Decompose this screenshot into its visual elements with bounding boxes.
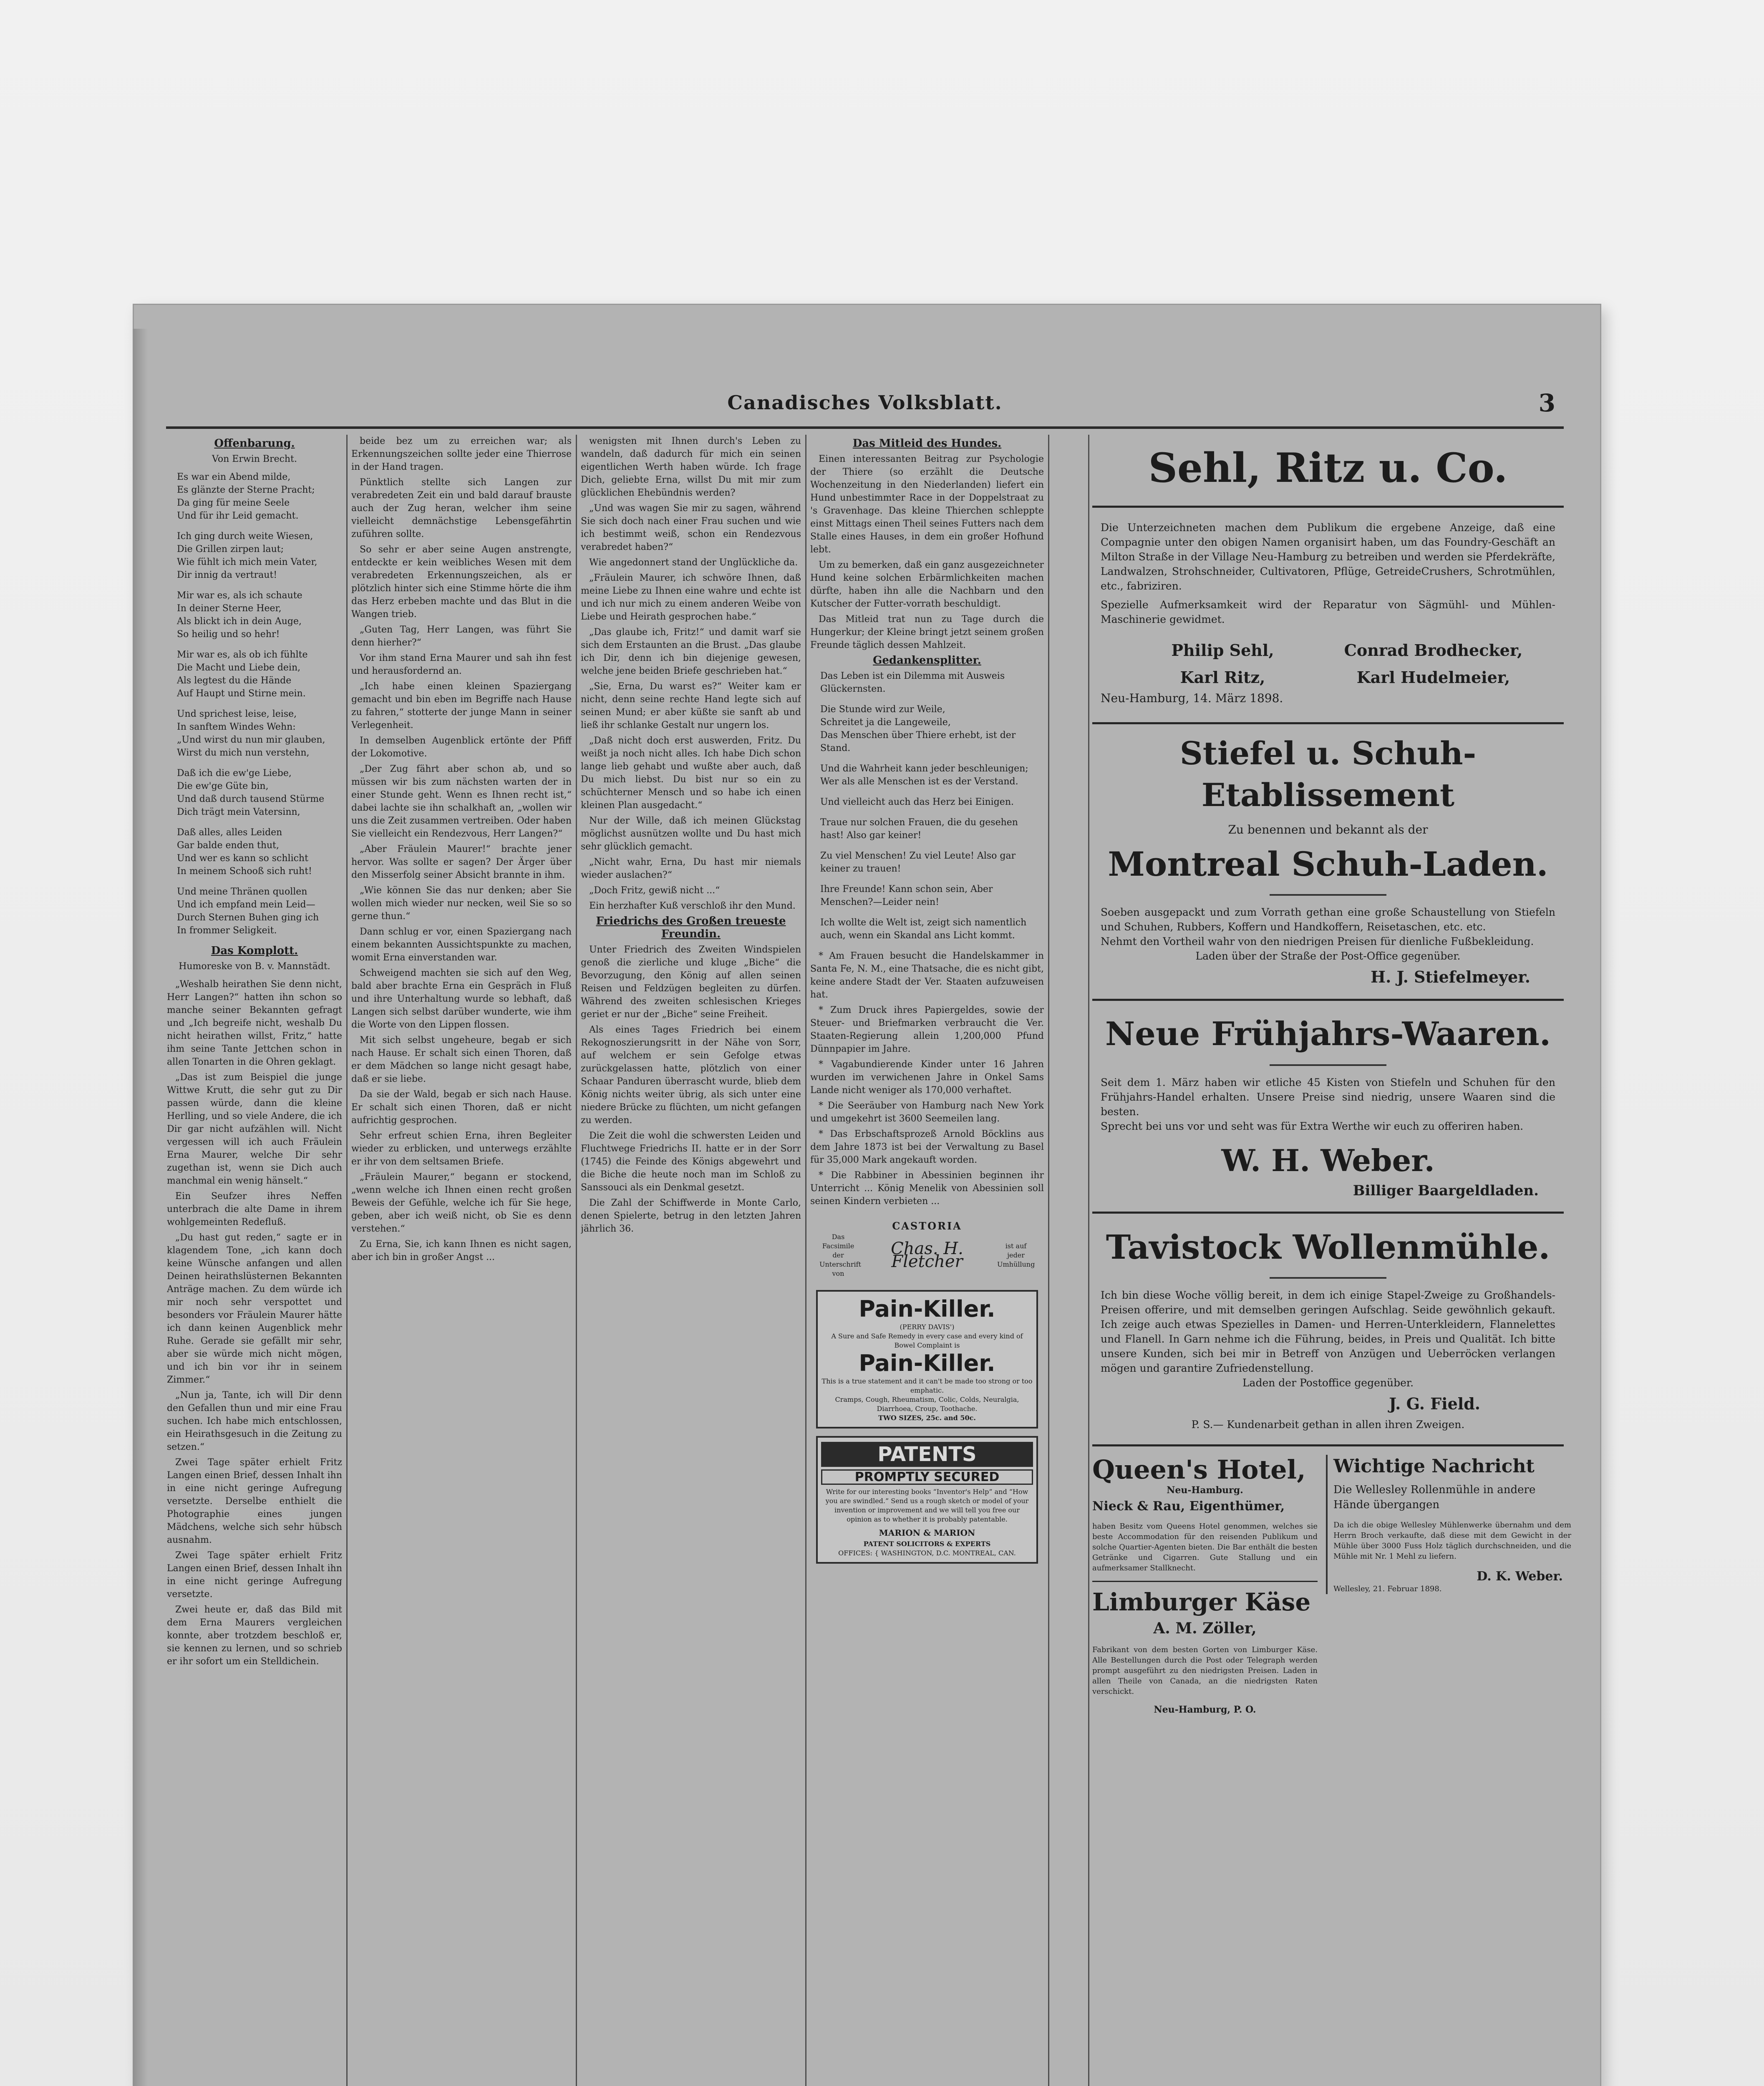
column-separator: [805, 435, 806, 2086]
stiefel-title: Stiefel u. Schuh-Etablissement: [1179, 735, 1477, 814]
sehl-date: Neu-Hamburg, 14. März 1898.: [1101, 691, 1283, 705]
fruhjahr-signature: W. H. Weber.: [1221, 1143, 1435, 1178]
article-paragraph: Einen interessanten Beitrag zur Psychologie der Thiere (so erzählt die Deutsche Wochenzeitung in den Niederlanden) liefert ein Hund unbestimmter Race in der Doppelstraat zu 's Gravenhage. Das kleine Thierchen schleppte einst Mittags einen Theil seines Futters nach dem Stalle eines Hauses, in dem ein großer Hofhund lebt.: [810, 454, 1044, 555]
thought-item: Und die Wahrheit kann jeder beschleunigen; Wer als alle Menschen ist es der Verstand.: [820, 763, 1028, 787]
thought-item: Ich wollte die Welt ist, zeigt sich namentlich auch, wenn ein Skandal ans Licht kommt.: [820, 917, 1027, 941]
sehl-title: Sehl, Ritz u. Co.: [1148, 444, 1508, 491]
story-paragraph: Ein herzhafter Kuß verschloß ihr den Mund.: [589, 901, 796, 911]
patents-offices: OFFICES: { WASHINGTON, D.C. MONTREAL, CAN.: [838, 1549, 1016, 1557]
story-paragraph: „Fräulein Maurer, ich schwöre Ihnen, daß meine Liebe zu Ihnen eine wahre und echte ist und ich nur mich zu einem anderen Weibe von Liebe und Heirath gesprochen habe.“: [581, 573, 801, 622]
tavistock-ps: P. S.— Kundenarbeit gethan in allen ihren Zweigen.: [1191, 1418, 1465, 1431]
thought-item: Zu viel Menschen! Zu viel Leute! Also gar keiner zu trauen!: [820, 851, 1016, 874]
castoria-signature: Chas. H. Fletcher: [891, 1239, 963, 1271]
notes-list: [810, 950, 1044, 1208]
newspaper-title: Canadisches Volksblatt.: [727, 391, 1003, 414]
story-paragraph: Nur der Wille, daß ich meinen Glückstag möglichst ausnützen wollte und Du hast mich sehr glücklich gemacht.: [581, 816, 801, 852]
poem-stanza: Und sprichest leise, leise, In sanftem Windes Wehn: „Und wirst du nun mir glauben, Wirst du mich nun verstehn,: [177, 709, 325, 758]
article-paragraph: Um zu bemerken, daß ein ganz ausgezeichneter Hund keine solchen Erbärmlichkeiten machen dürfte, haben ihn alle die Nachbarn und den Kutscher der Futter-vorrath beschuldigt.: [810, 560, 1044, 609]
wichtige-nachricht-ad: [1326, 1455, 1571, 1594]
story-paragraph: Ein Seufzer ihres Neffen unterbrach die alte Dame in ihrem wohlgemeinten Redefluß.: [167, 1191, 342, 1227]
sehl-name-1: Philip Sehl,: [1171, 641, 1274, 660]
poem-stanza: Es war ein Abend milde, Es glänzte der Sterne Pracht; Da ging für meine Seele Und für ihr Leid gemacht.: [177, 472, 315, 521]
article-title: Friedrichs des Großen treueste Freundin.: [596, 915, 786, 940]
column-3: [581, 435, 801, 2086]
note-item: * Die Seeräuber von Hamburg nach New York und umgekehrt ist 3600 Seemeilen lang.: [810, 1101, 1044, 1124]
story-author: Humoreske von B. v. Mannstädt.: [179, 961, 330, 972]
header-rule: [166, 426, 1564, 429]
wichtige-title: Wichtige Nachricht: [1333, 1456, 1535, 1477]
story-paragraph: „Und was wagen Sie mir zu sagen, während Sie sich doch nach einer Frau suchen und wie ich bestimmt weiß, schon ein Rendezvous verabredet haben?“: [581, 503, 801, 552]
fruhjahr-body: Seit dem 1. März haben wir etliche 45 Kisten von Stiefeln und Schuhen für den Frühjahrs-Handel erhalten. Unsere Preise sind niedrig, unsere Waaren sind die besten.: [1101, 1076, 1555, 1118]
patents-firm: MARION & MARION: [879, 1528, 975, 1538]
note-item: * Das Erbschaftsprozeß Arnold Böcklins aus dem Jahre 1873 ist bei der Verwaltung zu Basel für 35,000 Mark angekauft worden.: [810, 1129, 1044, 1165]
painkiller-price: TWO SIZES, 25c. and 50c.: [878, 1414, 976, 1422]
article-paragraph: Das Mitleid trat nun zu Tage durch die Hungerkur; der Kleine bringt jetzt seinem großen Freunde täglich dessen Mahlzeit.: [810, 614, 1044, 650]
short-rule: [1270, 1064, 1386, 1066]
story-paragraph: So sehr er aber seine Augen anstrengte, entdeckte er kein weibliches Wesen mit dem verabredeten Erkennungszeichen, als er plötzlich hinter sich eine Stimme hörte die ihm das Herz erbeben machte und das Blut in die Wangen trieb.: [351, 544, 572, 620]
advertisement-column: [1092, 435, 1571, 2086]
limburger-owner: A. M. Zöller,: [1153, 1620, 1257, 1637]
patents-subtitle: PROMPTLY SECURED: [821, 1469, 1033, 1485]
dog-article-text: [810, 453, 1044, 652]
story-paragraph: Schweigend machten sie sich auf den Weg, bald aber brachte Erna ein Gespräch in Fluß und ihre Unterhaltung wurde so lebhaft, daß Langen sich selbst darüber wunderte, wie ihm die Worte von den Lippen flossen.: [351, 968, 572, 1030]
story-paragraph: „Sie, Erna, Du warst es?“ Weiter kam er nicht, denn seine rechte Hand legte sich auf seinen Mund; er aber küßte sie sanft ab und ließ ihr schlanke Gestalt nur ungern los.: [581, 681, 801, 731]
patents-firm-sub: PATENT SOLICITORS & EXPERTS: [863, 1540, 991, 1548]
wichtige-signature: D. K. Weber.: [1477, 1569, 1563, 1584]
story-paragraph: „Der Zug fährt aber schon ab, und so müssen wir bis zum nächsten warten der in einer Stunde geht. Wenn es Ihnen recht ist,“ dabei lachte sie ihn schalkhaft an, „wollen wir uns die Zeit zusammen vertreiben. Oder haben Sie vielleicht ein Rendezvous, Herr Langen?“: [351, 764, 572, 839]
story-paragraph: Zwei Tage später erhielt Fritz Langen einen Brief, dessen Inhalt ihn in eine nicht geringe Aufregung versetzte. Derselbe enthielt die Photographie eines jungen Mädchens, welche sich sehr hübsch ausnahm.: [167, 1457, 342, 1545]
queens-title: Queen's Hotel,: [1092, 1454, 1306, 1485]
painkiller-blurb: A Sure and Safe Remedy in every case and every kind of Bowel Complaint is: [831, 1332, 1023, 1349]
story-paragraph: Zu Erna, Sie, ich kann Ihnen es nicht sagen, aber ich bin in großer Angst ...: [351, 1239, 572, 1262]
story-paragraph: „Weshalb heirathen Sie denn nicht, Herr Langen?“ hatten ihn schon so manche seiner Bekannten gefragt und „Ich begreife nicht, weshalb Du nicht heirathen willst, Fritz,“ hatte ihm seine Tante Jettchen schon in allen Tonarten in die Ohren geklagt.: [167, 979, 342, 1067]
story-paragraph: Vor ihm stand Erna Maurer und sah ihn fest und herausfordernd an.: [351, 653, 572, 676]
thought-item: Die Stunde wird zur Weile, Schreitet ja die Langeweile, Das Menschen über Thiere erhebt, ist der Stand.: [820, 704, 1016, 753]
story-paragraph: „Aber Fräulein Maurer!“ brachte jener hervor. Was sollte er sagen? Der Ärger über den Misserfolg seiner Absicht brannte in ihm.: [351, 844, 572, 880]
column-2: [351, 435, 572, 2086]
thought-item: Und vielleicht auch das Herz bei Einigen.: [820, 797, 1014, 807]
column-separator: [346, 435, 348, 2086]
poem-stanza: Ich ging durch weite Wiesen, Die Grillen zirpen laut; Wie fühlt ich mich mein Vater, Dir innig da vertraut!: [177, 531, 318, 580]
note-item: * Die Rabbiner in Abessinien beginnen ihr Unterricht ... König Menelik von Abessinien soll seinen Kindern verbieten ...: [810, 1170, 1044, 1207]
thought-item: Traue nur solchen Frauen, die du gesehen hast! Also gar keiner!: [820, 817, 1018, 841]
sehl-body-2: Spezielle Aufmerksamkeit wird der Reparatur von Sägmühl- und Mühlen-Maschinerie gewidmet.: [1101, 599, 1555, 625]
column-separator: [576, 435, 577, 2086]
column-separator: [1088, 435, 1089, 2086]
stiefel-body-3: Laden über der Straße der Post-Office gegenüber.: [1195, 950, 1461, 962]
painkiller-list: Cramps, Cough, Rheumatism, Colic, Colds, Neuralgia, Diarrhoea, Croup, Toothache.: [835, 1396, 1019, 1413]
poem-stanza: Mir war es, als ob ich fühlte Die Macht und Liebe dein, Als legtest du die Hände Auf Haupt und Stirne mein.: [177, 650, 308, 699]
footnote: Die Zahl der Schiffwerde in Monte Carlo, denen Spielerte, betrug in den letzten Jahren jährlich 36.: [581, 1198, 801, 1234]
story-paragraph: „Fräulein Maurer,“ begann er stockend, „wenn welche ich Ihnen einen recht großen Beweis der Gefühle, welche ich für Sie hege, geben, aber ich weiß nicht, ob Sie es denn verstehen.“: [351, 1172, 572, 1234]
ad-rule: [1092, 1444, 1564, 1446]
ad-rule: [1092, 506, 1564, 508]
patents-title: PATENTS: [821, 1442, 1033, 1467]
story-paragraph: Dann schlug er vor, einen Spaziergang nach einem bekannten Aussichtspunkte zu machen, womit Erna einverstanden war.: [351, 927, 572, 963]
sehl-name-2: Conrad Brodhecker,: [1344, 641, 1523, 660]
story-text: [167, 978, 342, 1668]
castoria-left-text: Das Facsimile der Unterschrift von: [819, 1233, 861, 1277]
story-paragraph: „Ich habe einen kleinen Spaziergang gemacht und bin eben im Begriffe nach Hause zu fahren,“ stotterte der junge Mann in seiner Verlegenheit.: [351, 681, 572, 731]
stiefel-body: Soeben ausgepackt und zum Vorrath gethan eine große Schaustellung von Stiefeln und Schuhen, Rubbers, Koffern und Handkoffern, Reisetaschen, etc. etc.: [1101, 906, 1555, 933]
wichtige-body: Da ich die obige Wellesley Mühlenwerke übernahm und dem Herrn Broch verkaufte, daß diese mit dem Gewicht in der Mühle über 3000 Fuss Holz täglich durchschneiden, und die Mühle mit Nr. 1 Mehl zu liefern.: [1333, 1521, 1571, 1561]
limburger-place: Neu-Hamburg, P. O.: [1154, 1704, 1256, 1715]
fruhjahr-body-2: Sprecht bei uns vor und seht was für Extra Werthe wir euch zu offeriren haben.: [1101, 1120, 1524, 1132]
sehl-name-4: Karl Hudelmeier,: [1356, 668, 1510, 687]
note-item: * Am Frauen besucht die Handelskammer in Santa Fe, N. M., eine Thatsache, die es nicht gibt, keine andere Stadt der Ver. Staaten aufzuweisen hat.: [810, 951, 1044, 1000]
painkiller-ad: [816, 1290, 1038, 1428]
ad-rule: [1092, 1212, 1564, 1214]
story-paragraph: „Wie können Sie das nur denken; aber Sie wollen mich wieder nur necken, weil Sie so so gerne thun.“: [351, 885, 572, 922]
poem-title: Offenbarung.: [214, 437, 295, 450]
story-paragraph: Da sie der Wald, begab er sich nach Hause. Er schalt sich einen Thoren, daß er nicht aufrichtig gesprochen.: [351, 1089, 572, 1126]
article-paragraph: Die Zeit die wohl die schwersten Leiden und Fluchtwege Friedrichs II. hatte er in der Sorr (1745) die Feinde des Königs abgewehrt und die Biche die heute noch man im Schloß zu Sanssouci als ein Denkmal gesetzt.: [581, 1131, 801, 1193]
limburger-title: Limburger Käse: [1092, 1588, 1311, 1616]
painkiller-brand: (PERRY DAVIS'): [900, 1323, 955, 1331]
queens-hotel-ad: [1092, 1455, 1318, 1715]
column-separator: [1048, 435, 1049, 2086]
queens-body: haben Besitz vom Queens Hotel genommen, welches sie beste Accommodation für den reisenden Publikum und solche Quartier-Agenten bieten. Die Bar enthält die besten Getränke und Cigarren. Gute Stallung und ein aufmerksamer Stallknecht.: [1092, 1522, 1318, 1572]
story-paragraph: Wie angedonnert stand der Unglückliche da.: [589, 557, 798, 568]
ad-rule: [1092, 999, 1564, 1001]
column-1: [167, 435, 342, 2086]
story-paragraph: „Nun ja, Tante, ich will Dir denn den Gefallen thun und mir eine Frau suchen. Ich habe mich entschlossen, ein Heirathsgesuch in die Zeitung zu setzen.“: [167, 1390, 342, 1452]
poem-stanza: Daß ich die ew'ge Liebe, Die ew'ge Güte bin, Und daß durch tausend Stürme Dich trägt mein Vatersinn,: [177, 768, 325, 817]
tavistock-body-2: Laden der Postoffice gegenüber.: [1242, 1377, 1414, 1389]
dog-article-title: Das Mitleid des Hundes.: [852, 437, 1002, 450]
castoria-ad: [816, 1215, 1038, 1282]
short-rule: [1270, 1277, 1386, 1279]
stiefel-signature: H. J. Stiefelmeyer.: [1371, 967, 1530, 986]
short-rule: [1270, 894, 1386, 896]
painkiller-title-2: Pain-Killer.: [859, 1350, 995, 1376]
stiefel-body-2: Nehmt den Vortheil wahr von den niedrigen Preisen für dienliche Fußbekleidung.: [1101, 935, 1534, 947]
tavistock-signature: J. G. Field.: [1389, 1394, 1480, 1413]
poem-stanzas: [167, 471, 342, 937]
patents-ad: [816, 1436, 1038, 1564]
page-header: [166, 391, 1564, 421]
story-title: Das Komplott.: [211, 945, 298, 957]
tavistock-title: Tavistock Wollenmühle.: [1106, 1227, 1550, 1267]
story-paragraph: „Guten Tag, Herr Langen, was führt Sie denn hierher?“: [351, 625, 572, 648]
story-paragraph: Sehr erfreut schien Erna, ihren Begleiter wieder zu erblicken, und unterwegs erzählte er ihr von dem seltsamen Briefe.: [351, 1131, 572, 1167]
story-paragraph: wenigsten mit Ihnen durch's Leben zu wandeln, daß dadurch für mich ein seinen eigentlichen Werth haben würde. Ich frage Dich, geliebte Erna, willst Du mit mir zum glücklichen Ehebündnis werden?: [581, 436, 801, 498]
queens-place: Neu-Hamburg.: [1167, 1485, 1243, 1496]
ad-rule: [1092, 722, 1564, 724]
story-ending: [581, 435, 801, 912]
story-paragraph: Zwei Tage später erhielt Fritz Langen einen Brief, dessen Inhalt ihn in eine nicht geringe Aufregung versetzte.: [167, 1550, 342, 1600]
fruhjahr-subtitle: Billiger Baargeldladen.: [1353, 1182, 1539, 1199]
painkiller-blurb-2: This is a true statement and it can't be made too strong or too emphatic.: [822, 1377, 1033, 1394]
article-paragraph: Unter Friedrich des Zweiten Windspielen genoß die zierliche und kluge „Biche“ die Bevorzugung, den König auf allen seinen Reisen und Feldzügen begleiten zu dürfen. Während des zweiten schlesischen Krieges geriet er nur der „Biche“ seine Freiheit.: [581, 945, 801, 1020]
story-paragraph: beide bez um zu erreichen war; als Erkennungszeichen sollte jeder eine Thierrose in der Hand tragen.: [351, 436, 572, 472]
bottom-ads: [1092, 1454, 1571, 1830]
story-paragraph: „Du hast gut reden,“ sagte er in klagendem Tone, „ich kann doch keine Wünsche anfangen und allen Deinen heirathslüsternen Bekannten Anträge machen. Zu dem würde ich mir noch sehr verspottet und besonders vor Fräulein Maurer hätte ich dann keinen Augenblick mehr Ruhe. Gerade sie gefällt mir sehr, aber sie würde mich nicht mögen, und ich bin vor ihr in seinem Zimmer.“: [167, 1232, 342, 1385]
page-edge-shadow: [133, 329, 148, 2086]
newspaper-page: [133, 304, 1601, 2086]
fruhjahr-title: Neue Frühjahrs-Waaren.: [1105, 1015, 1551, 1053]
sehl-body: Die Unterzeichneten machen dem Publikum die ergebene Anzeige, daß eine Compagnie unter den obigen Namen organisirt haben, um das Foundry-Geschäft an Milton Straße in der Village Neu-Hamburg zu betreiben und werden sie Pferdekräfte, Landwalzen, Strohschneider, Cultivatoren, Pflüge, GetreideCrushers, Schrotmühlen, etc., fabriziren.: [1101, 522, 1555, 592]
story-paragraph: Pünktlich stellte sich Langen zur verabredeten Zeit ein und bald darauf brauste auch der Zug heran, welcher ihm seine vielleicht demnächstige Lebensgefährtin zuführen sollte.: [351, 477, 572, 539]
tavistock-body: Ich bin diese Woche völlig bereit, in dem ich einige Stapel-Zweige zu Großhandels-Preisen offerire, und mit demselben geringen Aufschlag. Seide gewöhnlich gekauft. Ich zeige auch etwas Spezielles in Damen- und Herren-Unterkleidern, Flannelettes und Flanell. In Garn nehme ich die Führung, beides, in Preis und Qualität. Ich bitte unsere Kunden, sich bei mir in Betreff von Anzügen und Ueberröcken verlangen mögen und garantire Zufriedenstellung.: [1101, 1289, 1555, 1374]
note-item: * Zum Druck ihres Papiergeldes, sowie der Steuer- und Briefmarken verbraucht die Ver. Staaten-Regierung allein 1,200,000 Pfund Dünnpapier im Jahre.: [810, 1005, 1044, 1054]
poem-stanza: Und meine Thränen quollen Und ich empfand mein Leid— Durch Sternen Buhen ging ich In frommer Seligkeit.: [177, 887, 319, 936]
castoria-right-text: ist auf jeder Umhüllung: [997, 1242, 1035, 1268]
wichtige-subtitle: Die Wellesley Rollenmühle in andere Hände übergangen: [1333, 1484, 1536, 1511]
story-paragraph: Zwei heute er, daß das Bild mit dem Erna Maurers vergleichen konnte, aber trotzdem beschloß er, sie kennen zu lernen, und so schrieb er ihr sofort um ein Stelldichein.: [167, 1605, 342, 1667]
sehl-names: [1117, 637, 1539, 691]
patents-blurb: Write for our interesting books “Inventor's Help” and “How you are swindled.” Send us a rough sketch or model of your invention or improvement and we will tell you free our opinion as to whether it is probably patentable.: [825, 1488, 1029, 1523]
column-4: [810, 435, 1044, 2086]
story-continuation: [351, 435, 572, 1264]
story-paragraph: „Doch Fritz, gewiß nicht ...“: [589, 885, 720, 896]
story-paragraph: „Das ist zum Beispiel die junge Wittwe Krutt, die sehr gut zu Dir passen würde, dann die kleine Herlling, und so viele Andere, die ich Dir gar nicht aufzählen will. Nicht vergessen will ich auch Fräulein Erna Maurer, welche Dir sehr zugethan ist, wenn sie Dich auch manchmal ein wenig hänselt.“: [167, 1072, 342, 1186]
story-paragraph: „Daß nicht doch erst auswerden, Fritz. Du weißt ja noch nicht alles. Ich habe Dich schon lange lieb gehabt und wußte aber auch, daß Du mich liebst. Du bist nur so ein zu schüchterner Mensch und so habe ich einen kleinen Plan ausgedacht.“: [581, 736, 801, 811]
queens-owners: Nieck & Rau, Eigenthümer,: [1092, 1499, 1285, 1514]
story-paragraph: In demselben Augenblick ertönte der Pfiff der Lokomotive.: [351, 736, 572, 759]
painkiller-title: Pain-Killer.: [859, 1296, 995, 1322]
castoria-title: CASTORIA: [892, 1220, 962, 1232]
article-paragraph: Als eines Tages Friedrich bei einem Rekognoszierungsritt in der Nähe von Sorr, auf welchem er sein Gefolge etwas zurückgelassen hatte, plötzlich von einer Schaar Panduren überrascht wurde, blieb dem König nichts weiter übrig, als sich unter eine niedere Brücke zu flüchten, um nicht gefangen zu werden.: [581, 1025, 801, 1126]
thoughts-title: Gedankensplitter.: [873, 654, 981, 667]
wichtige-date: Wellesley, 21. Februar 1898.: [1333, 1585, 1442, 1593]
thought-item: Das Leben ist ein Dilemma mit Ausweis Glückernsten.: [820, 671, 1005, 694]
thoughts-list: [810, 670, 1044, 942]
ad-rule: [1092, 1581, 1318, 1582]
story-paragraph: „Das glaube ich, Fritz!“ und damit warf sie sich dem Erstaunten an die Brust. „Das glaube ich Dir, denn ich bin diejenige gewesen, welche jene beiden Briefe geschrieben hat.“: [581, 627, 801, 676]
stiefel-title-2: Montreal Schuh-Laden.: [1108, 844, 1548, 884]
thought-item: Ihre Freunde! Kann schon sein, Aber Menschen?—Leider nein!: [820, 884, 993, 907]
poem-author: Von Erwin Brecht.: [212, 454, 297, 464]
stiefel-subtitle: Zu benennen und bekannt als der: [1228, 823, 1428, 836]
note-item: * Vagabundierende Kinder unter 16 Jahren wurden im verwichenen Jahre in Onkel Sams Lande nicht weniger als 170,000 verhaftet.: [810, 1059, 1044, 1096]
poem-stanza: Daß alles, alles Leiden Gar balde enden thut, Und wer es kann so schlicht In meinem Schooß sich ruht!: [177, 827, 312, 877]
story-paragraph: „Nicht wahr, Erna, Du hast mir niemals wieder auslachen?“: [581, 857, 801, 880]
poem-stanza: Mir war es, als ich schaute In deiner Sterne Heer, Als blickt ich in dein Auge, So heilig und so hehr!: [177, 590, 302, 640]
article-text: [581, 943, 801, 1194]
story-paragraph: Mit sich selbst ungeheure, begab er sich nach Hause. Er schalt sich einen Thoren, daß er dem Mädchen so lange nicht gesagt habe, daß er sie liebe.: [351, 1035, 572, 1084]
page-number: 3: [1538, 389, 1555, 417]
sehl-name-3: Karl Ritz,: [1180, 668, 1265, 687]
limburger-body: Fabrikant von dem besten Gorten von Limburger Käse. Alle Bestellungen durch die Post oder Telegraph werden prompt ausgeführt zu den niedrigsten Preisen. Laden in allen Theile von Canada, an die niedrigsten Raten verschickt.: [1092, 1645, 1318, 1696]
